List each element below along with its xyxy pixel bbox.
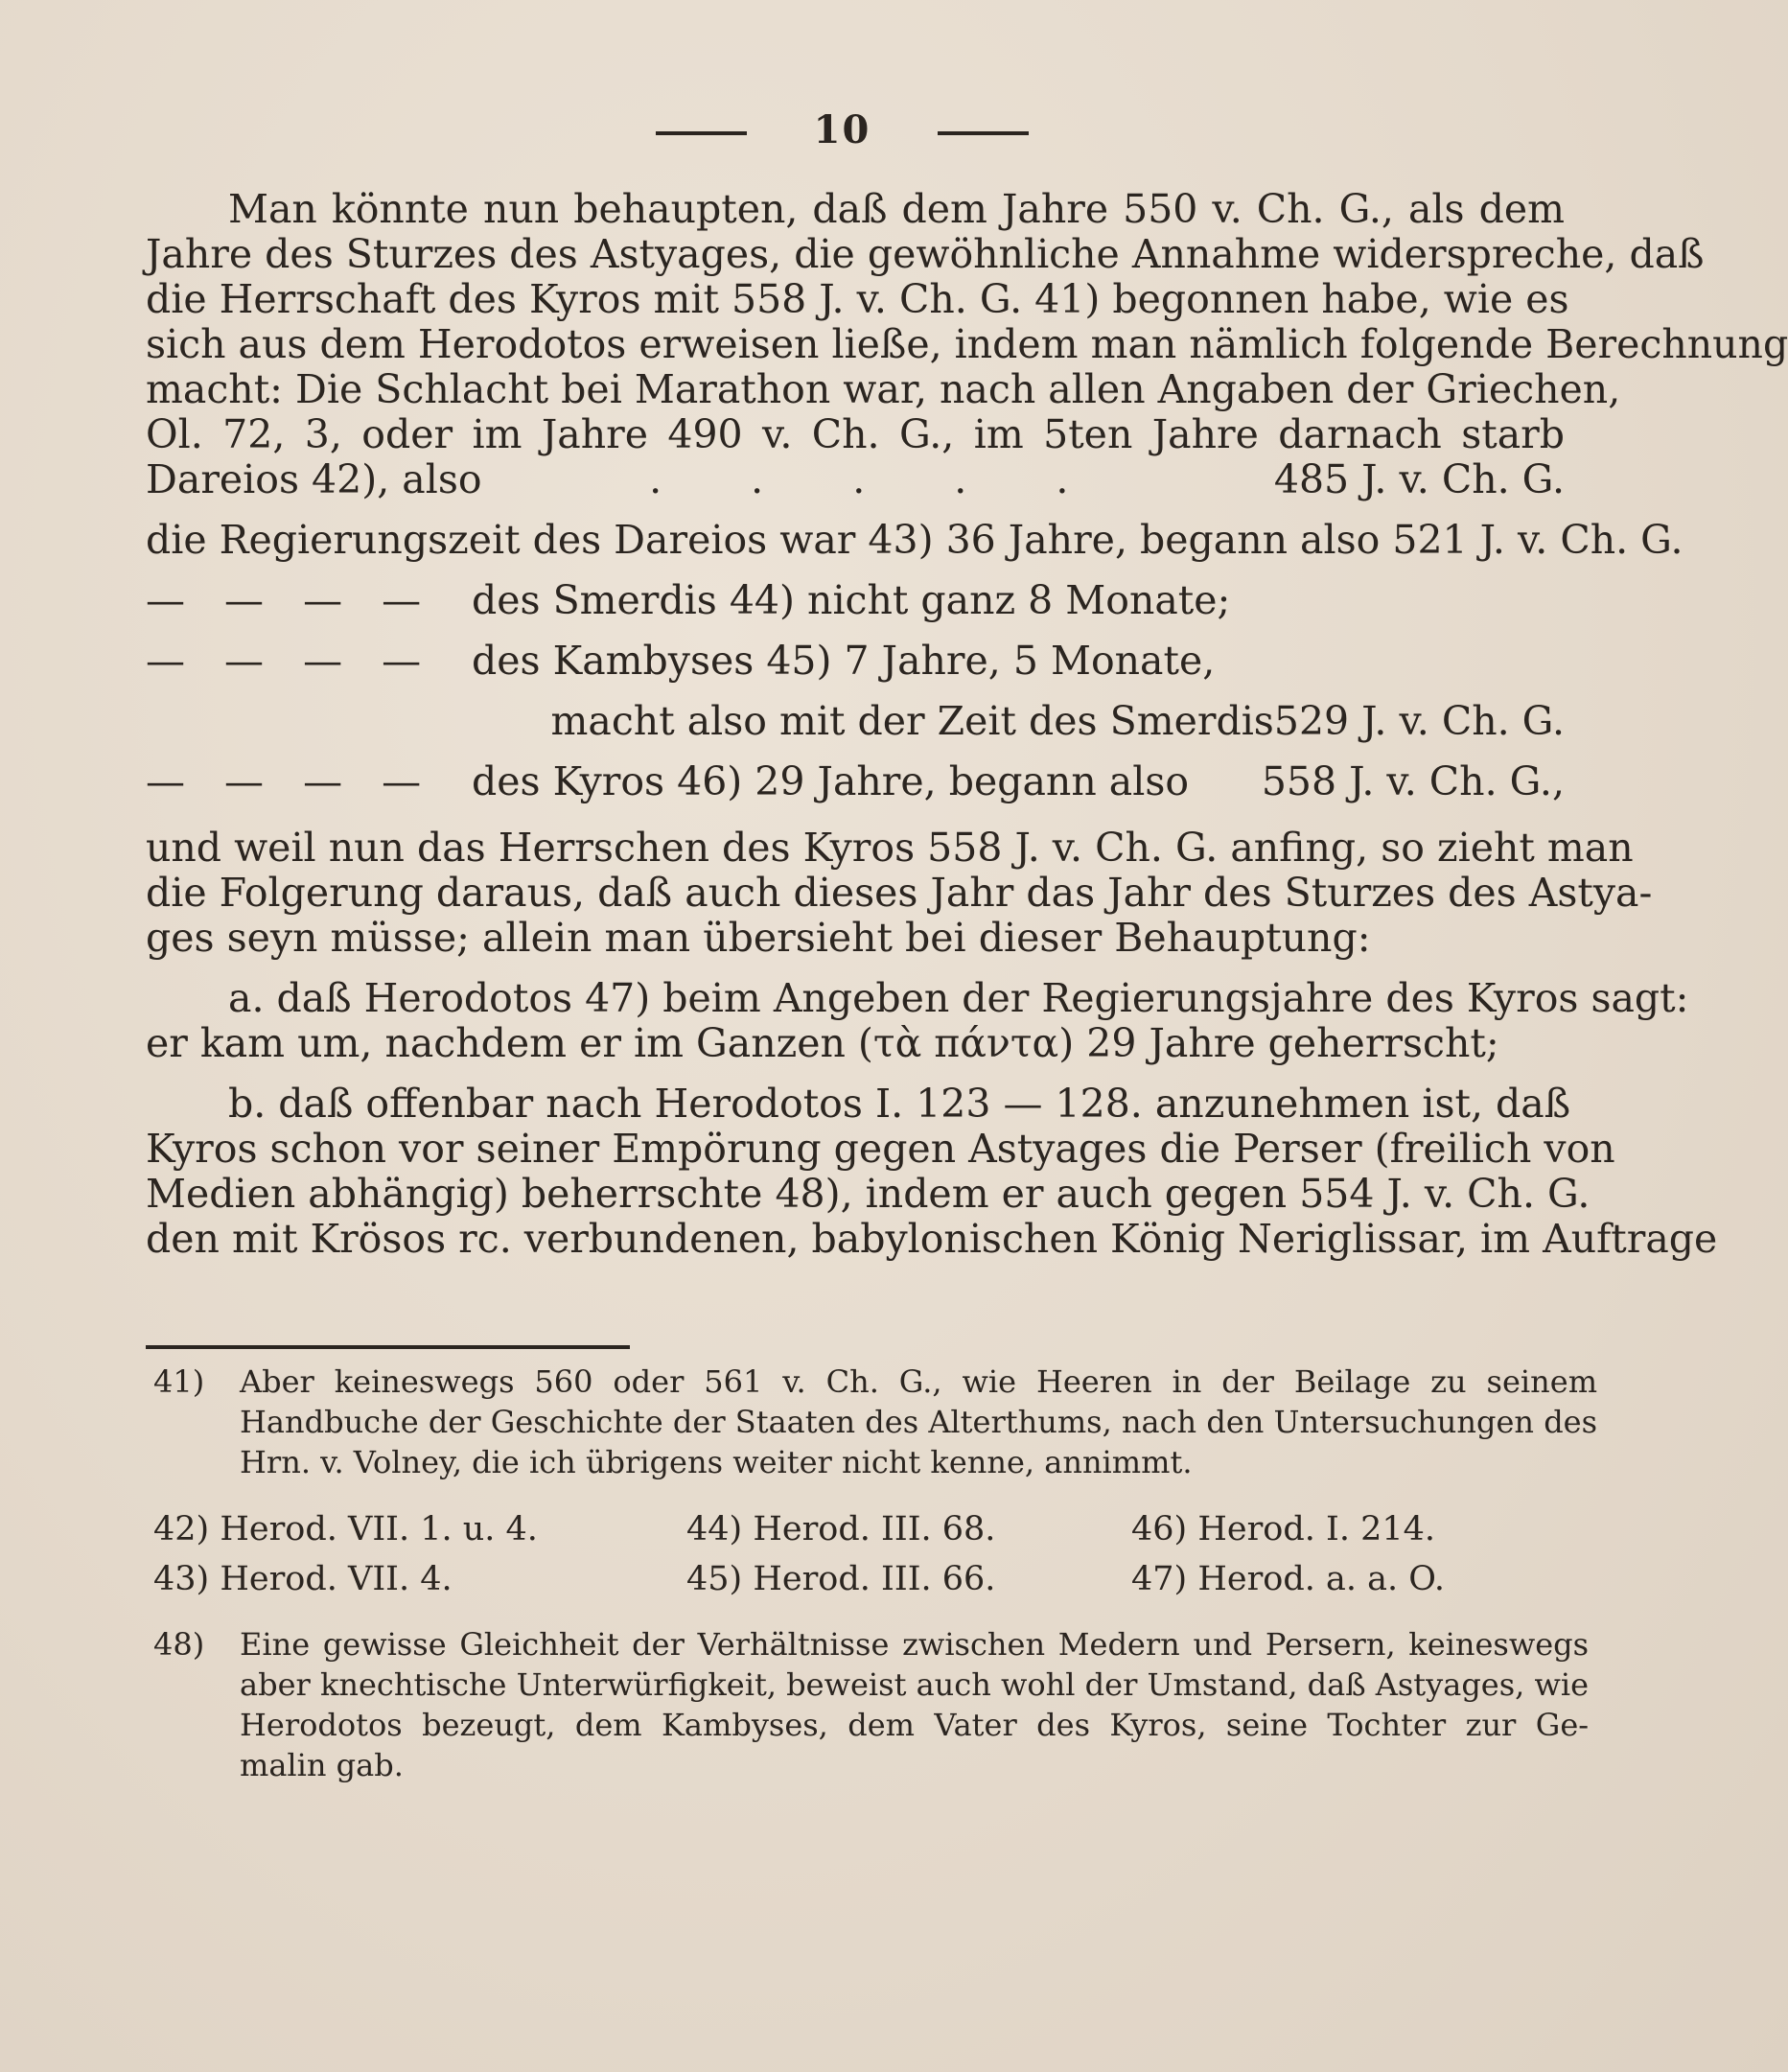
footnote-number: 45) — [686, 1560, 743, 1598]
footnote-41 — [153, 1362, 1598, 1482]
text-line: Jahre des Sturzes des Astyages, die gewöhnliche Annahme widerspreche, daß — [146, 231, 1705, 277]
calc-kyros-date: 558 J. v. Ch. G., — [1261, 758, 1565, 804]
calc-row-kambyses — [146, 639, 1565, 684]
text-line: macht: Die Schlacht bei Marathon war, nach allen Angaben der Griechen, — [146, 366, 1621, 412]
text-line: die Folgerung daraus, daß auch dieses Jahr das Jahr des Sturzes des Astya- — [146, 870, 1653, 916]
text-line: Ol. 72, 3, oder im Jahre 490 v. Ch. G., im 5ten Jahre darnach starb — [146, 411, 1565, 457]
text-line: ges seyn müsse; allein man übersieht bei dieser Behauptung: — [146, 915, 1371, 961]
point-b-line: den mit Krösos rc. verbundenen, babylonischen König Neriglissar, im Auftrage — [146, 1216, 1718, 1262]
footnote-44 — [686, 1509, 1131, 1549]
footnote-number: 41) — [153, 1363, 205, 1400]
calc-reign-line: die Regierungszeit des Dareios war 43) 36 Jahre, begann also 521 J. v. Ch. G. — [146, 517, 1684, 563]
point-b-line: b. daß offenbar nach Herodotos I. 123 — 128. anzunehmen ist, daß — [228, 1081, 1571, 1127]
footnote-text: Herod. III. 68. — [753, 1510, 996, 1548]
point-a-line: a. daß Herodotos 47) beim Angeben der Regierungsjahre des Kyros sagt: — [228, 975, 1689, 1021]
calc-dareios-start: Dareios 42), also — [146, 456, 482, 502]
footnote-text: Herod. III. 66. — [753, 1560, 996, 1598]
point-b-line: Medien abhängig) beherrschte 48), indem er auch gegen 554 J. v. Ch. G. — [146, 1171, 1591, 1217]
footnote-number: 46) — [1131, 1510, 1188, 1548]
calc-kambyses: des Kambyses 45) 7 Jahre, 5 Monate, — [472, 638, 1216, 684]
calc-macht-text: macht also mit der Zeit des Smerdis — [550, 698, 1274, 744]
footnote-46 — [1131, 1509, 1563, 1549]
page-number: 10 — [813, 107, 871, 152]
main-text — [146, 186, 1788, 1262]
footnote-line: Hrn. v. Volney, die ich übrigens weiter nicht kenne, annimmt. — [240, 1444, 1193, 1480]
footnote-line: Eine gewisse Gleichheit der Verhältnisse zwischen Medern und Persern, keineswegs — [240, 1626, 1590, 1663]
footnote-line: Aber keineswegs 560 oder 561 v. Ch. G., wie Heeren in der Beilage zu seinem — [240, 1363, 1598, 1400]
text-line: Man könnte nun behaupten, daß dem Jahre 550 v. Ch. G., als dem — [228, 186, 1565, 232]
calc-dashes: — — — — — [146, 577, 435, 623]
calc-dareios-end: 485 J. v. Ch. G. — [1273, 456, 1565, 502]
short-footnotes — [153, 1509, 1563, 1599]
calc-kyros-text: des Kyros 46) 29 Jahre, begann also — [472, 758, 1190, 804]
header-dash-right — [938, 131, 1029, 135]
page-header — [0, 107, 1684, 152]
point-b-line: Kyros schon vor seiner Empörung gegen Astyages die Perser (freilich von — [146, 1126, 1615, 1172]
footnote-line: Handbuche der Geschichte der Staaten des Alterthums, nach den Untersuchungen des — [240, 1404, 1598, 1440]
footnote-line: Herodotos bezeugt, dem Kambyses, dem Vater des Kyros, seine Tochter zur Ge- — [240, 1707, 1590, 1743]
header-dash-left — [656, 131, 747, 135]
footnote-number: 43) — [153, 1560, 210, 1598]
calc-macht-date: 529 J. v. Ch. G. — [1273, 698, 1565, 744]
text-line: sich aus dem Herodotos erweisen ließe, indem man nämlich folgende Berechnung — [146, 321, 1788, 367]
footnotes — [153, 1362, 1598, 1785]
calc-row-kyros — [146, 759, 1565, 804]
text-line: die Herrschaft des Kyros mit 558 J. v. Ch. G. 41) begonnen habe, wie es — [146, 276, 1569, 322]
footnote-42 — [153, 1509, 686, 1549]
calc-dashes: — — — — — [146, 638, 435, 684]
footnote-47 — [1131, 1559, 1563, 1599]
point-a-line: er kam um, nachdem er im Ganzen (τὰ πάντα) 29 Jahre geherrscht; — [146, 1020, 1499, 1066]
calc-dashes: — — — — — [146, 758, 435, 804]
footnote-text: Herod. VII. 1. u. 4. — [220, 1510, 538, 1548]
footnote-48 — [153, 1624, 1590, 1785]
footnote-text: Herod. VII. 4. — [220, 1560, 453, 1598]
footnote-text: Herod. a. a. O. — [1197, 1560, 1446, 1598]
calc-dots: . . . . . — [649, 456, 1107, 502]
footnote-number: 47) — [1131, 1560, 1188, 1598]
footnote-45 — [686, 1559, 1131, 1599]
calc-row-macht — [146, 699, 1565, 744]
footnote-line: aber knechtische Unterwürfigkeit, beweist auch wohl der Umstand, daß Astyages, wie — [240, 1666, 1590, 1703]
footnote-number: 48) — [153, 1626, 205, 1663]
footnote-rule — [146, 1345, 630, 1349]
calc-row-dareios — [146, 457, 1565, 502]
footnote-number: 44) — [686, 1510, 743, 1548]
calc-row-smerdis — [146, 578, 1565, 623]
footnote-line: malin gab. — [240, 1747, 404, 1783]
footnote-number: 42) — [153, 1510, 210, 1548]
text-line: und weil nun das Herrschen des Kyros 558 J. v. Ch. G. anfing, so zieht man — [146, 825, 1634, 871]
calc-smerdis: des Smerdis 44) nicht ganz 8 Monate; — [472, 577, 1231, 623]
footnote-43 — [153, 1559, 686, 1599]
footnote-text: Herod. I. 214. — [1197, 1510, 1436, 1548]
